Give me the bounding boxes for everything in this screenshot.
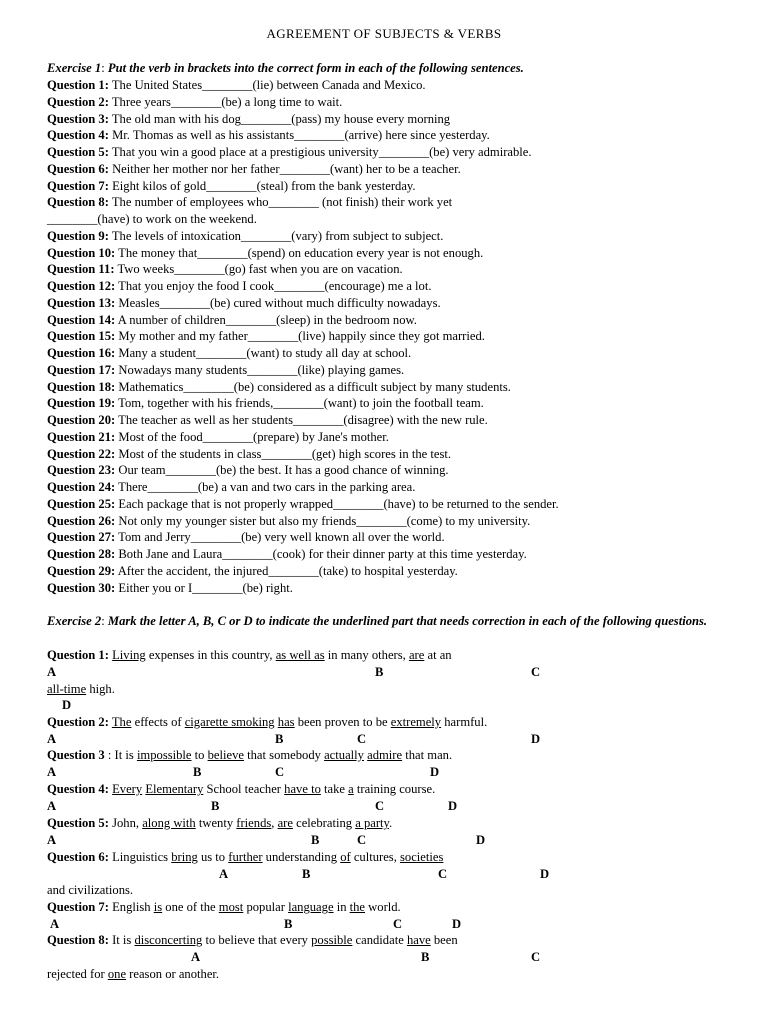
question-continuation — [47, 681, 115, 697]
exercise-1-label: Exercise 1 — [47, 61, 102, 75]
question-text: The levels of intoxication________(vary) from subject to subject. — [108, 228, 444, 243]
option-letter-d: D — [531, 732, 541, 746]
option-letter-b: B — [375, 665, 384, 679]
underlined-part: are — [277, 816, 293, 830]
option-letter-d: D — [476, 833, 486, 847]
question-text: Each package that is not properly wrapped________(have) to be returned to the sender. — [115, 496, 559, 511]
question-text: That you enjoy the food I cook________(encourage) me a lot. — [115, 279, 432, 293]
underlined-part: language — [288, 900, 334, 914]
underlined-part: believe — [207, 748, 244, 762]
question-text: Two weeks________(go) fast when you are on vacation. — [114, 262, 403, 277]
option-letter-a: A — [50, 917, 60, 931]
underlined-part: as well as — [275, 648, 325, 662]
question-text: That you win a good place at a prestigious university________(be) very admirable. — [108, 145, 532, 159]
option-letter-b: B — [193, 765, 202, 779]
question-label: Question 28: — [47, 547, 116, 561]
underlined-part: Elementary — [145, 782, 204, 796]
underlined-part: impossible — [136, 748, 192, 762]
underlined-part: possible — [311, 933, 353, 947]
question-label: Question 17: — [47, 362, 116, 377]
question-label: Question 9: — [47, 228, 109, 243]
question-text: The money that________(spend) on education every year is not enough. — [115, 245, 484, 260]
underlined-part: has — [277, 715, 295, 729]
question-text: Tom, together with his friends,________(want) to join the football team. — [115, 396, 484, 411]
question-label: Question 18: — [47, 379, 116, 394]
underlined-part: a party — [355, 816, 389, 830]
question-label: Question 21: — [47, 429, 116, 444]
option-letter-d: D — [540, 867, 550, 881]
question-label: Question 2: — [47, 715, 109, 729]
question-text: Not only my younger sister but also my friends________(come) to my university. — [115, 513, 531, 528]
ex1-question-7 — [47, 178, 416, 194]
underlined-part: The — [111, 715, 132, 729]
question-text: Eight kilos of gold________(steal) from the bank yesterday. — [108, 178, 416, 193]
option-letter-d: D — [62, 698, 72, 712]
question-label: Question 14: — [47, 312, 116, 327]
question-text-segment: It is — [112, 933, 135, 947]
question-text-segment: Linguistics — [112, 850, 172, 864]
question-text-segment: been proven to be — [294, 715, 391, 729]
question-label: Question 4: — [47, 128, 109, 143]
option-letter-c: C — [357, 833, 367, 847]
question-label: Question 15: — [47, 329, 116, 344]
question-text-segment: cultures, — [350, 850, 400, 864]
underlined-part: further — [228, 850, 263, 864]
ex1-question-10 — [47, 245, 483, 261]
question-text: Our team________(be) the best. It has a good chance of winning. — [115, 463, 449, 478]
question-continuation: ________(have) to work on the weekend. — [47, 212, 257, 226]
option-letter-a: A — [47, 732, 57, 746]
question-text-segment: one of the — [162, 900, 219, 914]
option-letter-c: C — [357, 732, 367, 746]
question-text: Many a student________(want) to study all day at school. — [115, 346, 412, 360]
exercise-2-heading: Exercise 2: Mark the letter A, B, C or D to indicate the underlined part that needs correction in each of the following questions. — [47, 614, 708, 628]
ex1-question-14 — [47, 312, 417, 328]
ex1-question-5 — [47, 144, 532, 160]
question-text-segment: to — [191, 748, 208, 762]
ex1-question-15 — [47, 328, 485, 344]
underlined-part: all-time — [47, 682, 87, 696]
page-title: AGREEMENT OF SUBJECTS & VERBS — [266, 26, 502, 41]
question-text: My mother and my father________(live) happily since they got married. — [115, 329, 485, 344]
ex1-question-4 — [47, 127, 490, 143]
option-letter-c: C — [275, 765, 285, 779]
option-letter-c: C — [393, 917, 403, 931]
option-letter-c: C — [531, 665, 541, 679]
question-text-segment: reason or another. — [126, 967, 220, 981]
question-label: Question 7: — [47, 178, 109, 193]
question-text: The number of employees who________ (not finish) their work yet — [108, 195, 453, 210]
ex1-question-18 — [47, 379, 511, 395]
ex1-question-13 — [47, 295, 441, 311]
ex1-question-16 — [47, 345, 411, 361]
question-text: Tom and Jerry________(be) very well known all over the world. — [115, 530, 445, 545]
question-text: Nowadays many students________(like) playing games. — [115, 362, 405, 377]
ex1-question-6 — [47, 161, 461, 177]
underlined-part: are — [408, 648, 425, 662]
question-text: A number of children________(sleep) in the bedroom now. — [115, 312, 417, 327]
question-label: Question 2: — [47, 94, 109, 109]
option-letter-b: B — [421, 950, 430, 964]
ex2-question-4 — [47, 781, 435, 797]
question-text-segment: training course. — [353, 782, 436, 796]
question-text-segment: twenty — [195, 816, 237, 830]
question-text-segment: at an — [424, 648, 452, 662]
question-text-segment: in — [333, 900, 350, 914]
ex1-question-30 — [47, 580, 293, 596]
question-text-segment: been — [430, 933, 458, 947]
ex2-question-5 — [47, 815, 392, 831]
underlined-part: one — [107, 967, 127, 981]
ex2-question-7 — [47, 899, 401, 915]
ex1-question-22 — [47, 446, 451, 462]
question-text: The old man with his dog________(pass) my house every morning — [108, 111, 451, 126]
question-label: Question 20: — [47, 413, 116, 427]
underlined-part: the — [349, 900, 366, 914]
question-text-segment: effects of — [131, 715, 185, 729]
question-text: Mr. Thomas as well as his assistants________(arrive) here since yesterday. — [108, 128, 490, 143]
question-text-segment: that somebody — [243, 748, 325, 762]
question-label: Question 5: — [47, 145, 109, 159]
question-label: Question 29: — [47, 563, 116, 578]
question-label: Question 6: — [47, 161, 109, 176]
option-letter-b: B — [311, 833, 320, 847]
question-label: Question 6: — [47, 850, 109, 864]
ex2-question-1 — [47, 647, 452, 663]
option-letter-a: A — [47, 799, 57, 813]
question-continuation — [47, 966, 219, 982]
question-label: Question 26: — [47, 513, 116, 528]
question-text-segment: John, — [112, 816, 143, 830]
ex1-question-3 — [47, 111, 450, 127]
question-text-segment: in many others, — [324, 648, 409, 662]
question-label: Question 19: — [47, 396, 116, 411]
question-text-segment: world. — [365, 900, 401, 914]
underlined-part: Every — [112, 782, 143, 796]
question-text-segment: English — [112, 900, 154, 914]
question-label: Question 4: — [47, 782, 109, 796]
option-letter-b: B — [302, 867, 311, 881]
question-label: Question 23: — [47, 463, 116, 478]
question-label: Question 13: — [47, 295, 116, 310]
underlined-part: of — [340, 850, 351, 864]
question-text-segment: to believe that every — [202, 933, 312, 947]
question-text: After the accident, the injured________(take) to hospital yesterday. — [115, 563, 458, 578]
underlined-part: Living — [112, 648, 146, 662]
option-letter-c: C — [531, 950, 541, 964]
underlined-part: disconcerting — [134, 933, 203, 947]
question-text: Most of the food________(prepare) by Jane's mother. — [115, 429, 389, 444]
ex2-question-6 — [47, 849, 443, 865]
option-letter-d: D — [452, 917, 462, 931]
question-label: Question 5: — [47, 816, 109, 830]
ex2-question-8 — [47, 932, 458, 948]
question-text-segment: , — [271, 816, 278, 830]
option-letter-d: D — [430, 765, 440, 779]
exercise-2-instruction: Mark the letter A, B, C or D to indicate the underlined part that needs correction in each of the following questions. — [107, 614, 708, 628]
ex1-question-19 — [47, 395, 484, 411]
question-text: Mathematics________(be) considered as a difficult subject by many students. — [115, 379, 511, 394]
ex1-question-21 — [47, 429, 389, 445]
ex1-question-26 — [47, 513, 530, 529]
option-letter-d: D — [448, 799, 458, 813]
question-text: Three years________(be) a long time to wait. — [108, 94, 343, 109]
question-label: Question 27: — [47, 530, 116, 545]
ex1-question-9 — [47, 228, 443, 244]
question-label: Question 1: — [47, 78, 109, 92]
underlined-part: have to — [284, 782, 321, 796]
ex1-question-1 — [47, 77, 426, 93]
question-text-segment: expenses in this country, — [145, 648, 276, 662]
ex1-question-17 — [47, 362, 404, 378]
question-text: Neither her mother nor her father________(want) her to be a teacher. — [108, 161, 461, 176]
question-text-segment: high. — [86, 682, 115, 696]
question-text-segment: candidate — [352, 933, 407, 947]
question-text-segment: harmful. — [441, 715, 488, 729]
question-text: There________(be) a van and two cars in the parking area. — [115, 480, 416, 494]
ex1-question-12 — [47, 278, 432, 294]
question-label: Question 1: — [47, 648, 109, 662]
exercise-1-heading: Exercise 1: Put the verb in brackets into the correct form in each of the following sentences. — [47, 61, 524, 75]
question-label: Question 16: — [47, 346, 116, 360]
question-text-segment: that man. — [402, 748, 453, 762]
underlined-part: most — [218, 900, 244, 914]
underlined-part: extremely — [390, 715, 442, 729]
exercise-1-instruction: Put the verb in brackets into the correct form in each of the following sentences. — [107, 61, 524, 75]
ex1-question-25 — [47, 496, 559, 512]
question-label: Question 3 — [47, 748, 105, 762]
underlined-part: cigarette smoking — [184, 715, 275, 729]
underlined-part: have — [406, 933, 431, 947]
underlined-part: is — [153, 900, 163, 914]
question-label: Question 22: — [47, 446, 116, 461]
question-text: Measles________(be) cured without much difficulty nowadays. — [115, 295, 441, 310]
question-label: Question 3: — [47, 111, 109, 126]
underlined-part: bring — [171, 850, 198, 864]
question-label: Question 12: — [47, 279, 116, 293]
ex1-question-28 — [47, 546, 527, 562]
underlined-part: societies — [400, 850, 444, 864]
ex1-question-24 — [47, 479, 415, 495]
ex1-question-20 — [47, 412, 488, 428]
question-text-segment: : It is — [107, 748, 137, 762]
underlined-part: admire — [367, 748, 403, 762]
option-letter-a: A — [47, 765, 57, 779]
ex1-question-11 — [47, 261, 403, 277]
question-text-segment: us to — [197, 850, 229, 864]
option-letter-c: C — [438, 867, 448, 881]
underlined-part: friends — [236, 816, 272, 830]
question-text-segment: rejected for — [47, 967, 108, 981]
underlined-part: actually — [324, 748, 364, 762]
ex1-question-27 — [47, 529, 445, 545]
question-text-segment: and civilizations. — [47, 883, 134, 897]
question-text: The United States________(lie) between Canada and Mexico. — [108, 78, 426, 92]
question-text-segment: take — [320, 782, 349, 796]
option-letter-b: B — [275, 732, 284, 746]
question-text-segment: celebrating — [292, 816, 356, 830]
question-text-segment: popular — [243, 900, 289, 914]
option-letter-a: A — [47, 665, 57, 679]
question-label: Question 25: — [47, 496, 116, 511]
question-label: Question 11: — [47, 262, 115, 277]
question-label: Question 30: — [47, 580, 116, 595]
question-continuation — [47, 882, 133, 898]
ex2-question-3 — [47, 747, 452, 763]
option-letter-a: A — [219, 867, 229, 881]
question-label: Question 8: — [47, 933, 109, 947]
option-letter-a: A — [47, 833, 57, 847]
question-text: The teacher as well as her students________(disagree) with the new rule. — [115, 413, 488, 427]
underlined-part: a — [348, 782, 354, 796]
question-text: Either you or I________(be) right. — [115, 580, 293, 595]
question-text-segment: . — [389, 816, 393, 830]
ex1-question-2 — [47, 94, 342, 110]
question-label: Question 24: — [47, 480, 116, 494]
ex1-question-23 — [47, 462, 449, 478]
exercise-2-label: Exercise 2 — [47, 614, 102, 628]
question-label: Question 8: — [47, 195, 109, 210]
option-letter-c: C — [375, 799, 385, 813]
option-letter-b: B — [211, 799, 220, 813]
question-text-segment: understanding — [262, 850, 341, 864]
option-letter-b: B — [284, 917, 293, 931]
ex2-question-2 — [47, 714, 487, 730]
question-label: Question 7: — [47, 900, 109, 914]
ex1-question-8 — [47, 194, 452, 210]
question-text: Most of the students in class________(get) high scores in the test. — [115, 446, 452, 461]
question-text-segment: School teacher — [203, 782, 285, 796]
question-label: Question 10: — [47, 245, 116, 260]
ex1-question-29 — [47, 563, 458, 579]
question-text: Both Jane and Laura________(cook) for their dinner party at this time yesterday. — [115, 547, 527, 561]
option-letter-a: A — [191, 950, 201, 964]
underlined-part: along with — [142, 816, 196, 830]
